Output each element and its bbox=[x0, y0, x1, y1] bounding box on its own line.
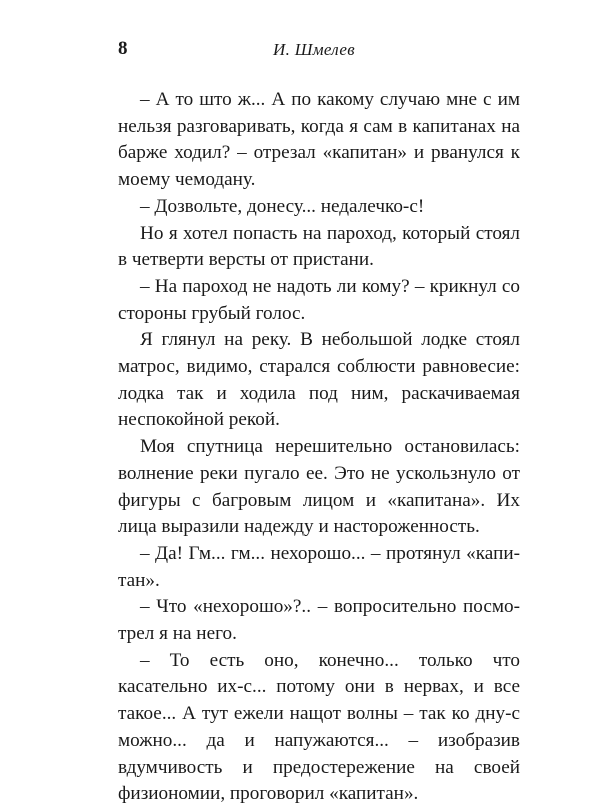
paragraph: – Дозвольте, донесу... недалечко-с! bbox=[140, 195, 425, 217]
paragraph: – То есть оно, конечно... только что касательно их-с... потому они в нервах, и все такое... А тут ежели нащот волны – так ко дну-с можно... да и напужаются... – изобразив вдумчивость и предостережение на своей физиономии, проговорил «капитан». bbox=[118, 649, 520, 805]
paragraph: – А то што ж... А по какому случаю мне с им нельзя разговаривать, когда я сам в капитанах на барже ходил? – отрезал «капитан» и рванулся к моему чемодану. bbox=[118, 89, 520, 191]
paragraph: Но я хотел попасть на пароход, который стоял в четверти версты от пристани. bbox=[118, 222, 520, 271]
page-number: 8 bbox=[118, 38, 128, 59]
paragraph: – Что «нехорошо»?.. – вопросительно посмотрел я на него. bbox=[118, 596, 520, 645]
running-head-author: И. Шмелев bbox=[273, 40, 355, 59]
paragraph: Я глянул на реку. В небольшой лодке стоял матрос, видимо, старался соблюсти равновесие: лодка так и ходила под ним, раскачиваемая неспокойной рекой. bbox=[118, 329, 520, 431]
paragraph: Моя спутница нерешительно остановилась: волнение реки пугало ее. Это не ускользнуло от фигуры с багровым лицом и «капитана». Их лица выразили надежду и настороженность. bbox=[118, 436, 520, 538]
page-body bbox=[118, 87, 520, 808]
paragraph: – На пароход не надоть ли кому? – крикнул со стороны грубый голос. bbox=[118, 275, 520, 324]
page-header bbox=[118, 38, 510, 62]
paragraph: – Да! Гм... гм... нехорошо... – протянул «капитан». bbox=[118, 542, 520, 591]
